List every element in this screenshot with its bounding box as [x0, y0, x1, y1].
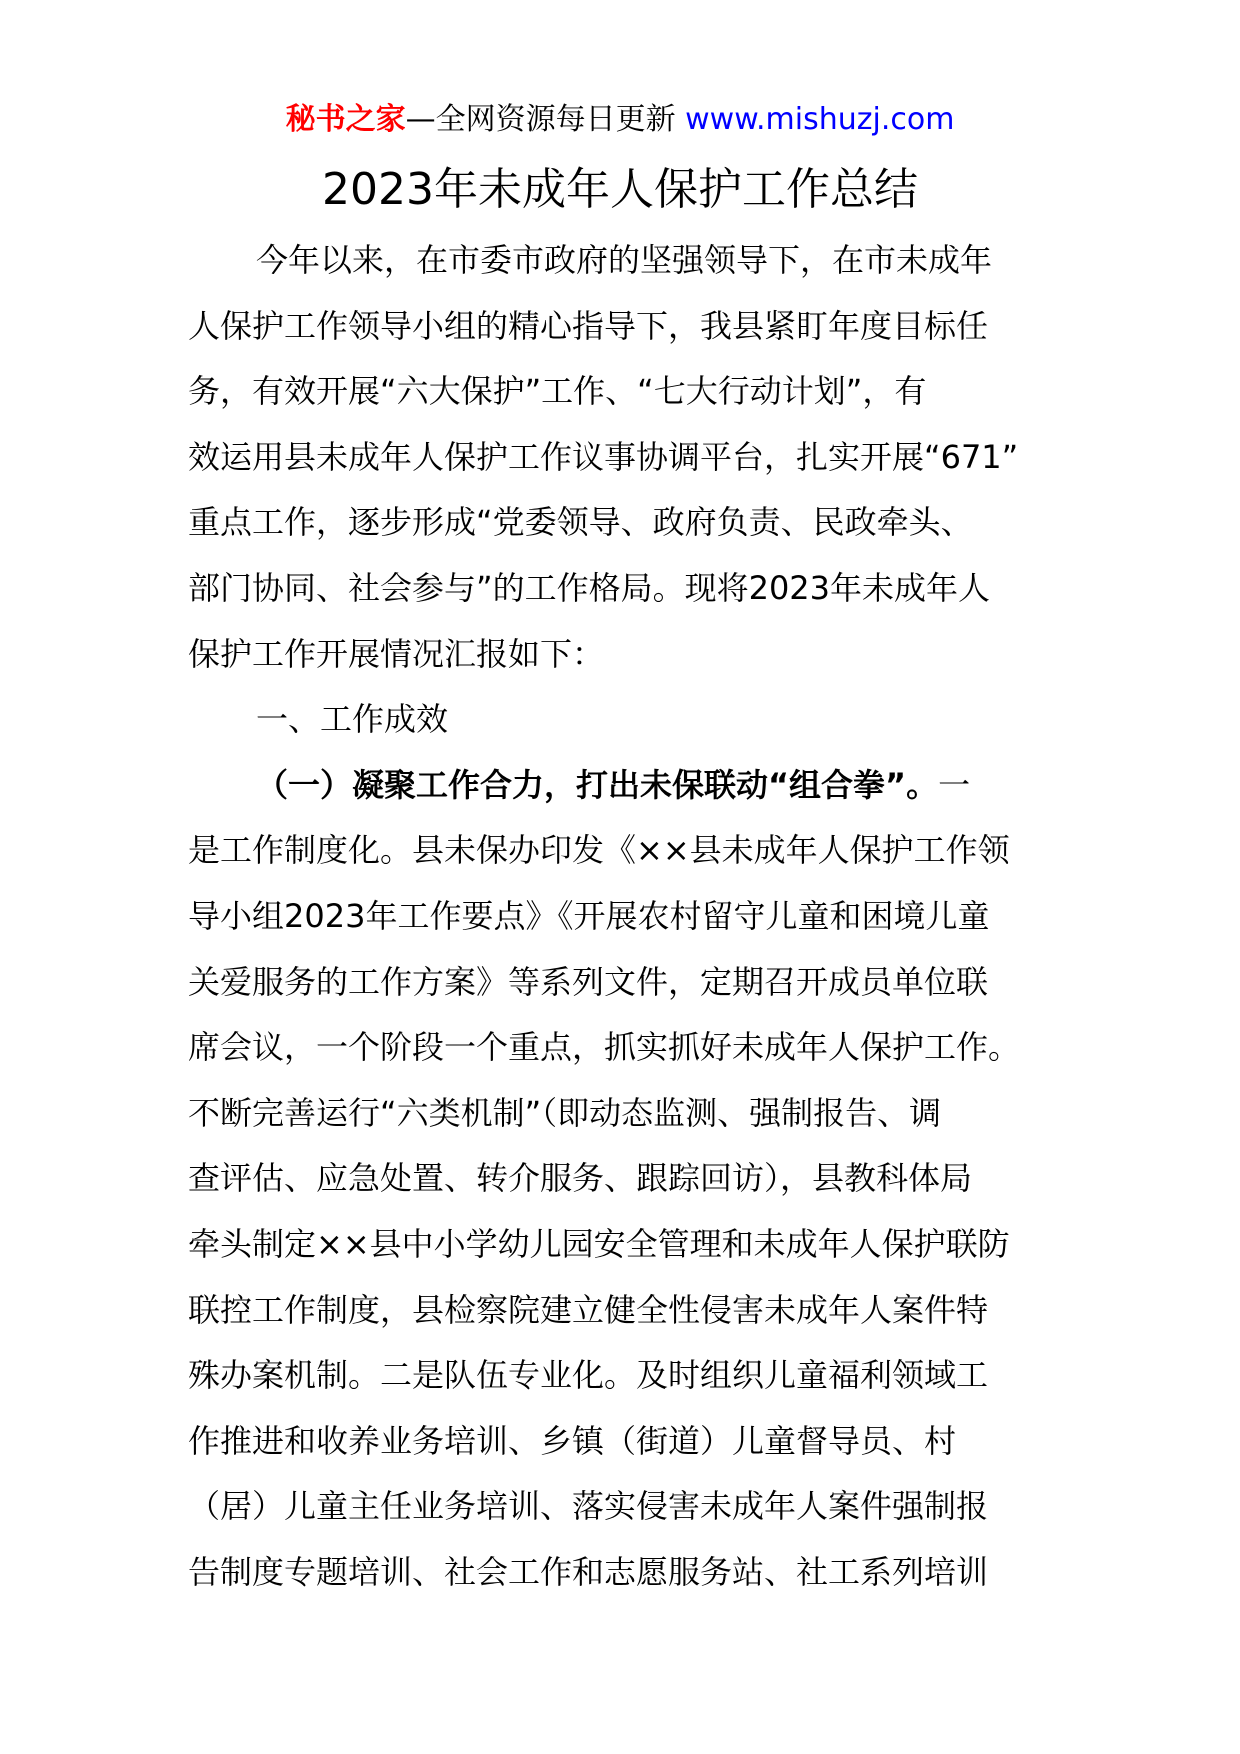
paragraph-line: 殊办案机制。二是队伍专业化。及时组织儿童福利领域工 [188, 1356, 989, 1395]
brand-name: 秘书之家 [285, 102, 406, 137]
paragraph-line: 人保护工作领导小组的精心指导下，我县紧盯年度目标任 [188, 306, 989, 345]
document-title: 2023年未成年人保护工作总结 [322, 164, 918, 215]
paragraph-line: 作推进和收养业务培训、乡镇（街道）儿童督导员、村 [188, 1421, 957, 1460]
site-url-link[interactable]: www.mishuzj.com [685, 102, 955, 137]
paragraph-line: 关爱服务的工作方案》等系列文件，定期召开成员单位联 [188, 962, 989, 1001]
section-heading: 一、工作成效 [256, 700, 449, 739]
paragraph-line: 效运用县未成年人保护工作议事协调平台，扎实开展“671” [188, 437, 1019, 476]
paragraph-line: 查评估、应急处置、转介服务、跟踪回访），县教科体局 [188, 1159, 973, 1198]
paragraph-line: 保护工作开展情况汇报如下： [188, 634, 605, 673]
paragraph-line: （居）儿童主任业务培训、落实侵害未成年人案件强制报 [188, 1487, 989, 1526]
paragraph-line: 是工作制度化。县未保办印发《××县未成年人保护工作领 [188, 831, 1010, 870]
paragraph-line: 重点工作，逐步形成“党委领导、政府负责、民政牵头、 [188, 503, 973, 542]
subheading-tail: 一 [938, 765, 971, 804]
paragraph-line: 席会议，一个阶段一个重点，抓实抓好未成年人保护工作。 [188, 1028, 1021, 1067]
paragraph-line: 导小组2023年工作要点》《开展农村留守儿童和困境儿童 [188, 896, 990, 935]
paragraph-line: 告制度专题培训、社会工作和志愿服务站、社工系列培训 [188, 1552, 989, 1591]
paragraph-line: 不断完善运行“六类机制”（即动态监测、强制报告、调 [188, 1093, 942, 1132]
header-banner [0, 100, 1240, 140]
paragraph-line: 联控工作制度，县检察院建立健全性侵害未成年人案件特 [188, 1290, 989, 1329]
subheading-line [188, 753, 1058, 819]
paragraph-line: 务，有效开展“六大保护”工作、“七大行动计划”，有 [188, 372, 927, 411]
header-tagline: —全网资源每日更新 [405, 102, 676, 137]
paragraph-line: 今年以来，在市委市政府的坚强领导下，在市未成年 [256, 241, 993, 279]
subheading: （一）凝聚工作合力，打出未保联动“组合拳”。 [256, 765, 939, 804]
document-body [188, 228, 1058, 1605]
paragraph-line: 牵头制定××县中小学幼儿园安全管理和未成年人保护联防 [188, 1224, 1010, 1263]
paragraph-line: 部门协同、社会参与”的工作格局。现将2023年未成年人 [188, 568, 991, 607]
